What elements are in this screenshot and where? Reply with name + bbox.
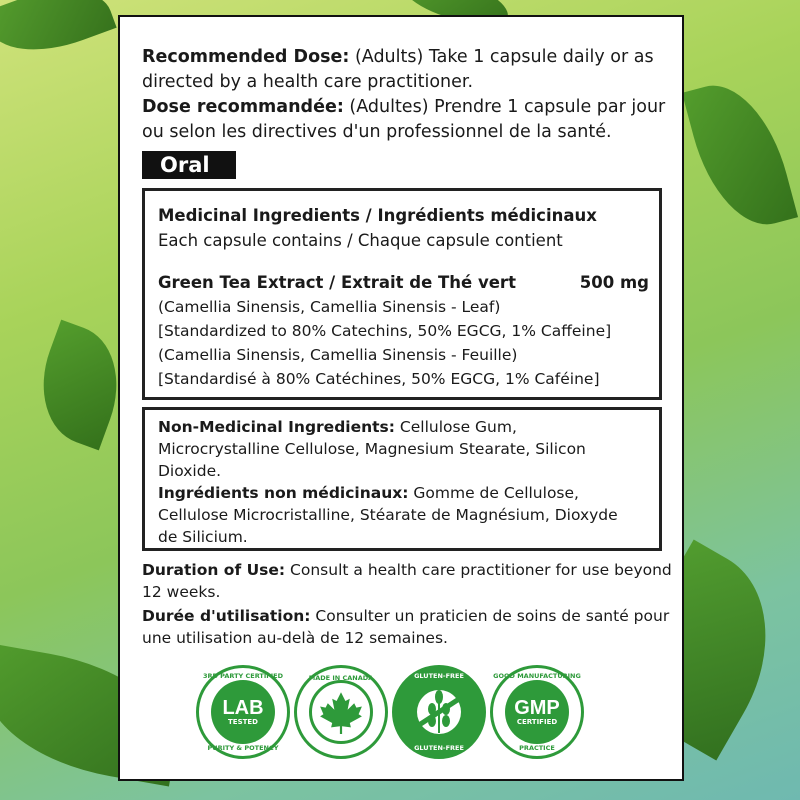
- made-in-canada-badge: [294, 665, 388, 759]
- badge-main-text: LAB: [222, 697, 264, 719]
- nonmed-en-line1: Non-Medicinal Ingredients: Cellulose Gum,: [158, 418, 517, 436]
- ingredient-detail: (Camellia Sinensis, Camellia Sinensis - Leaf): [158, 298, 501, 316]
- ingredient-detail: [Standardisé à 80% Catéchines, 50% EGCG, 1% Caféine]: [158, 370, 600, 388]
- ingredient-detail: (Camellia Sinensis, Camellia Sinensis - Feuille): [158, 346, 518, 364]
- maple-leaf-icon: [319, 690, 363, 734]
- route-label: Oral: [142, 151, 236, 179]
- badge-top-text: GLUTEN-FREE: [414, 672, 464, 680]
- badge-top-text: MADE IN CANADA: [308, 674, 374, 682]
- label-panel: [118, 15, 684, 781]
- badge-bottom-text: PURITY & POTENCY: [207, 744, 279, 752]
- ingredient-detail: [Standardized to 80% Catechins, 50% EGCG, 1% Caffeine]: [158, 322, 612, 340]
- duration-fr-line2: une utilisation au-delà de 12 semaines.: [142, 629, 448, 647]
- dose-en-line1: Recommended Dose: (Adults) Take 1 capsule daily or as: [142, 47, 654, 67]
- dose-en-line2: directed by a health care practitioner.: [142, 72, 474, 92]
- ingredient-amount: 500 mg: [579, 273, 649, 292]
- certification-badges: [196, 665, 584, 759]
- nonmed-fr-line1: Ingrédients non médicinaux: Gomme de Cellulose,: [158, 484, 579, 502]
- badge-sub-text: TESTED: [228, 718, 258, 726]
- duration-en-line2: 12 weeks.: [142, 583, 221, 601]
- nonmed-en-line3: Dioxide.: [158, 462, 222, 480]
- ingredient-name: Green Tea Extract / Extrait de Thé vert: [158, 273, 516, 292]
- badge-top-text: GOOD MANUFACTURING: [493, 672, 581, 680]
- lab-tested-badge: [196, 665, 290, 759]
- crossed-wheat-icon: [414, 687, 464, 737]
- badge-top-text: 3RD PARTY CERTIFIED FOR: [203, 672, 283, 688]
- medicinal-heading: Medicinal Ingredients / Ingrédients médicinaux: [158, 206, 597, 225]
- medicinal-ingredients-box: [142, 188, 662, 400]
- gmp-certified-badge: [490, 665, 584, 759]
- duration-en-line1: Duration of Use: Consult a health care practitioner for use beyond: [142, 561, 672, 579]
- dose-fr-line2: ou selon les directives d'un professionnel de la santé.: [142, 122, 612, 142]
- duration-fr-line1: Durée d'utilisation: Consulter un praticien de soins de santé pour: [142, 607, 670, 625]
- leaf-decoration: [682, 72, 798, 238]
- badge-main-text: GMP: [514, 697, 560, 719]
- nonmed-fr-line2: Cellulose Microcristalline, Stéarate de Magnésium, Dioxyde: [158, 506, 618, 524]
- medicinal-subheading: Each capsule contains / Chaque capsule contient: [158, 231, 563, 250]
- leaf-decoration: [0, 0, 117, 69]
- nonmed-fr-line3: de Silicium.: [158, 528, 248, 546]
- gluten-free-badge: [392, 665, 486, 759]
- badge-bottom-text: PRACTICE: [519, 744, 555, 752]
- nonmed-en-line2: Microcrystalline Cellulose, Magnesium Stearate, Silicon: [158, 440, 586, 458]
- dose-fr-line1: Dose recommandée: (Adultes) Prendre 1 capsule par jour: [142, 97, 666, 117]
- non-medicinal-box: [142, 407, 662, 551]
- badge-sub-text: CERTIFIED: [516, 718, 558, 726]
- badge-bottom-text: GLUTEN-FREE: [414, 744, 464, 752]
